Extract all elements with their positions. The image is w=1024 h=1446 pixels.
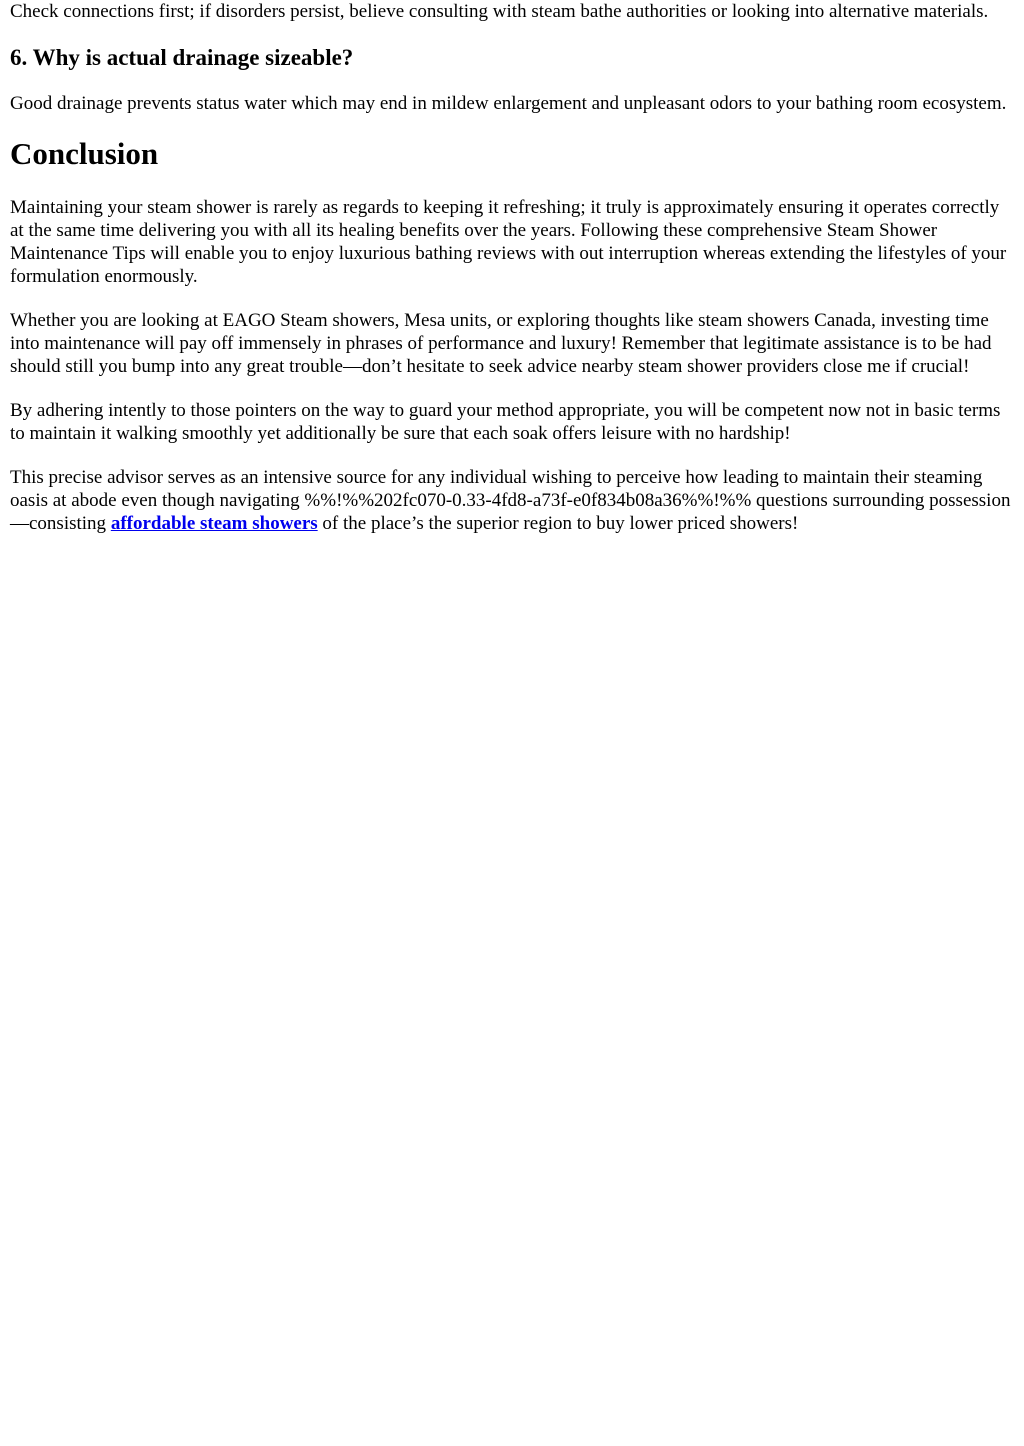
article-content — [0, 0, 1024, 535]
faq-6-heading: 6. Why is actual drainage sizeable? — [10, 45, 354, 70]
faq-6-answer: Good drainage prevents status water which may end in mildew enlargement and unpleasant odors to your bathing room ecosystem. — [10, 93, 1007, 114]
paragraph-4-text-after-link: of the place’s the superior region to buy lower priced showers! — [317, 513, 799, 534]
paragraph-4-text-before-link: This precise advisor serves as an intensive source for any individual wishing to perceive how leading to maintain their steaming oasis at abode even though navigating %%!%%202fc070-0.33-4fd8-a73f-e0f834b08a36%%!%% questions surrounding possession—consisting — [10, 467, 1011, 534]
conclusion-paragraph-4 — [10, 466, 1014, 535]
intro-paragraph: Check connections first; if disorders persist, believe consulting with steam bathe authorities or looking into alternative materials. — [10, 1, 989, 22]
conclusion-paragraph-2: Whether you are looking at EAGO Steam showers, Mesa units, or exploring thoughts like steam showers Canada, investing time into maintenance will pay off immensely in phrases of performance and luxury! Remember that legitimate assistance is to be had should still you bump into any great trouble—don’t hesitate to seek advice nearby steam shower providers close me if crucial! — [10, 310, 992, 377]
affordable-steam-showers-link[interactable]: affordable steam showers — [110, 513, 318, 534]
conclusion-paragraph-3: By adhering intently to those pointers on the way to guard your method appropriate, you will be competent now not in basic terms to maintain it walking smoothly yet additionally be sure that each soak offers leisure with no hardship! — [10, 400, 1001, 444]
conclusion-heading: Conclusion — [10, 136, 159, 171]
conclusion-paragraph-1: Maintaining your steam shower is rarely as regards to keeping it refreshing; it truly is approximately ensuring it operates correctly at the same time delivering you with all its healing benefits over the years. Following these comprehensive Steam Shower Maintenance Tips will enable you to enjoy luxurious bathing reviews with out interruption whereas extending the lifestyles of your formulation enormously. — [10, 197, 1007, 287]
